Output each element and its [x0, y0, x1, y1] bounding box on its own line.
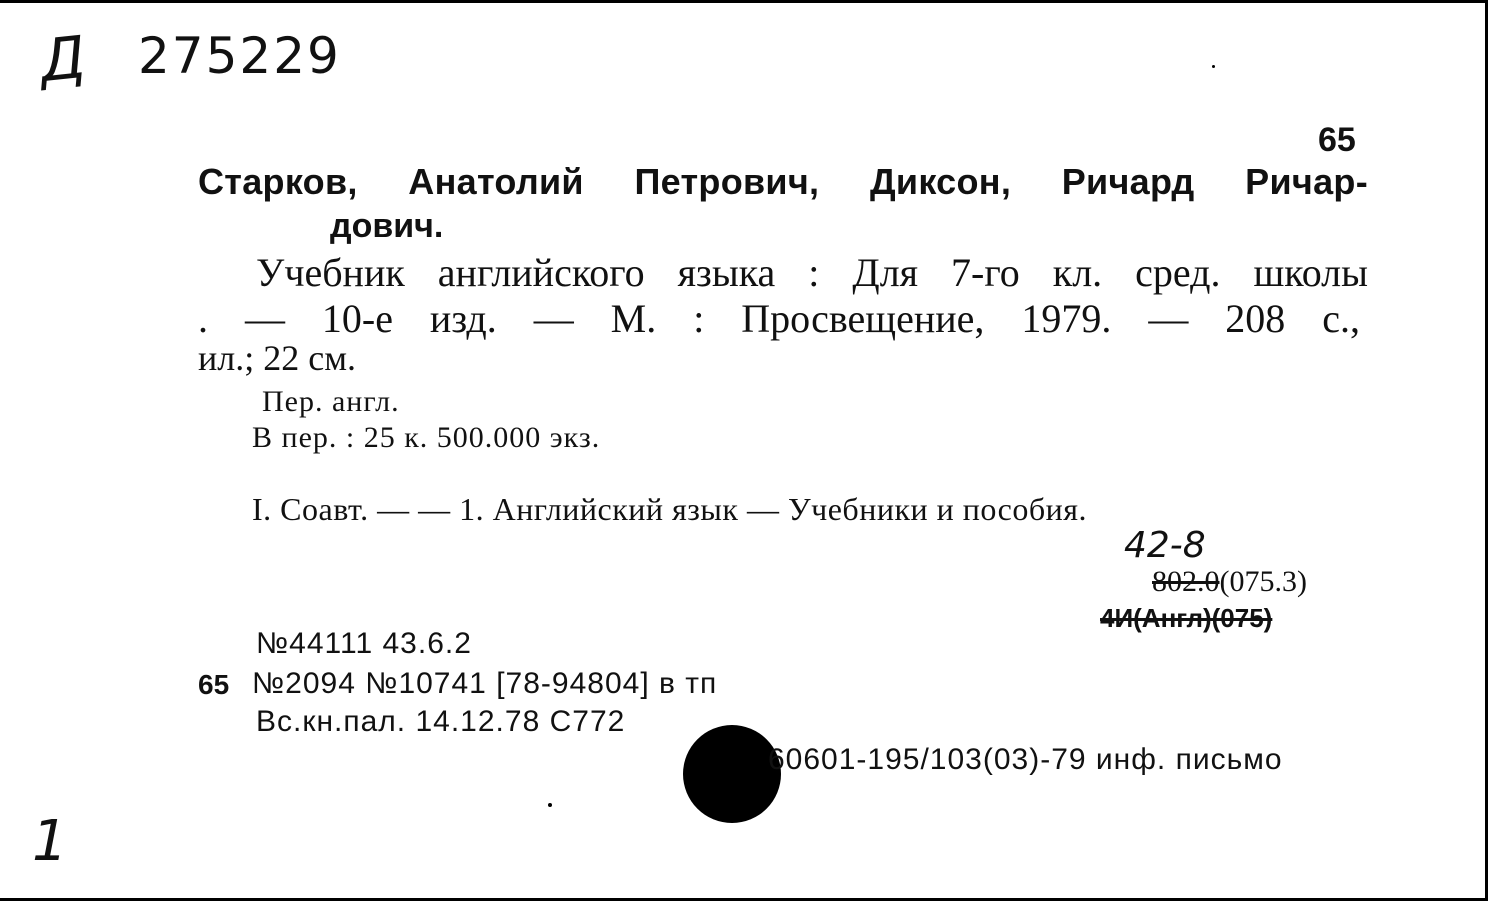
speck [1212, 65, 1215, 68]
price-print-run-note: В пер. : 25 к. 500.000 экз. [252, 421, 601, 454]
catalog-number: 275229 [138, 27, 341, 85]
bbk-struck: 4И(Англ)(075) [1100, 603, 1273, 633]
authors-line-1: Старков, Анатолий Петрович, Диксон, Ричард Ричар- [198, 161, 1368, 202]
udc-kept: (075.3) [1219, 565, 1307, 598]
catalog-letter: Д [36, 22, 89, 96]
tracings-line: I. Соавт. — — 1. Английский язык — Учебники и пособия. [252, 491, 1087, 527]
title-line-3: ил.; 22 см. [198, 338, 356, 378]
registry-line-2-prefix: 65 [198, 669, 230, 700]
punch-hole [683, 725, 781, 823]
authors-line-2: дович. [330, 207, 444, 245]
binding-language-note: Пер. англ. [262, 385, 400, 418]
registry-line-3: Вс.кн.пал. 14.12.78 С772 [256, 705, 626, 738]
handwritten-class-mark: 42-8 [1124, 525, 1206, 566]
registry-line-2: №2094 №10741 [78-94804] в тп [252, 667, 718, 700]
udc-line [1152, 565, 1307, 599]
handwritten-count: 1 [32, 809, 68, 874]
code-line: 60601-195/103(03)-79 инф. письмо [768, 743, 1283, 776]
udc-struck: 802.0 [1152, 565, 1220, 598]
registry-line-1: №44111 43.6.2 [256, 627, 472, 660]
title-line-2: . — 10-е изд. — М. : Просвещение, 1979. — 208 с., [198, 296, 1360, 341]
speck [548, 803, 552, 807]
class-index: 65 [1318, 121, 1356, 159]
title-line-1: Учебник английского языка : Для 7-го кл. сред. школы [256, 250, 1368, 295]
